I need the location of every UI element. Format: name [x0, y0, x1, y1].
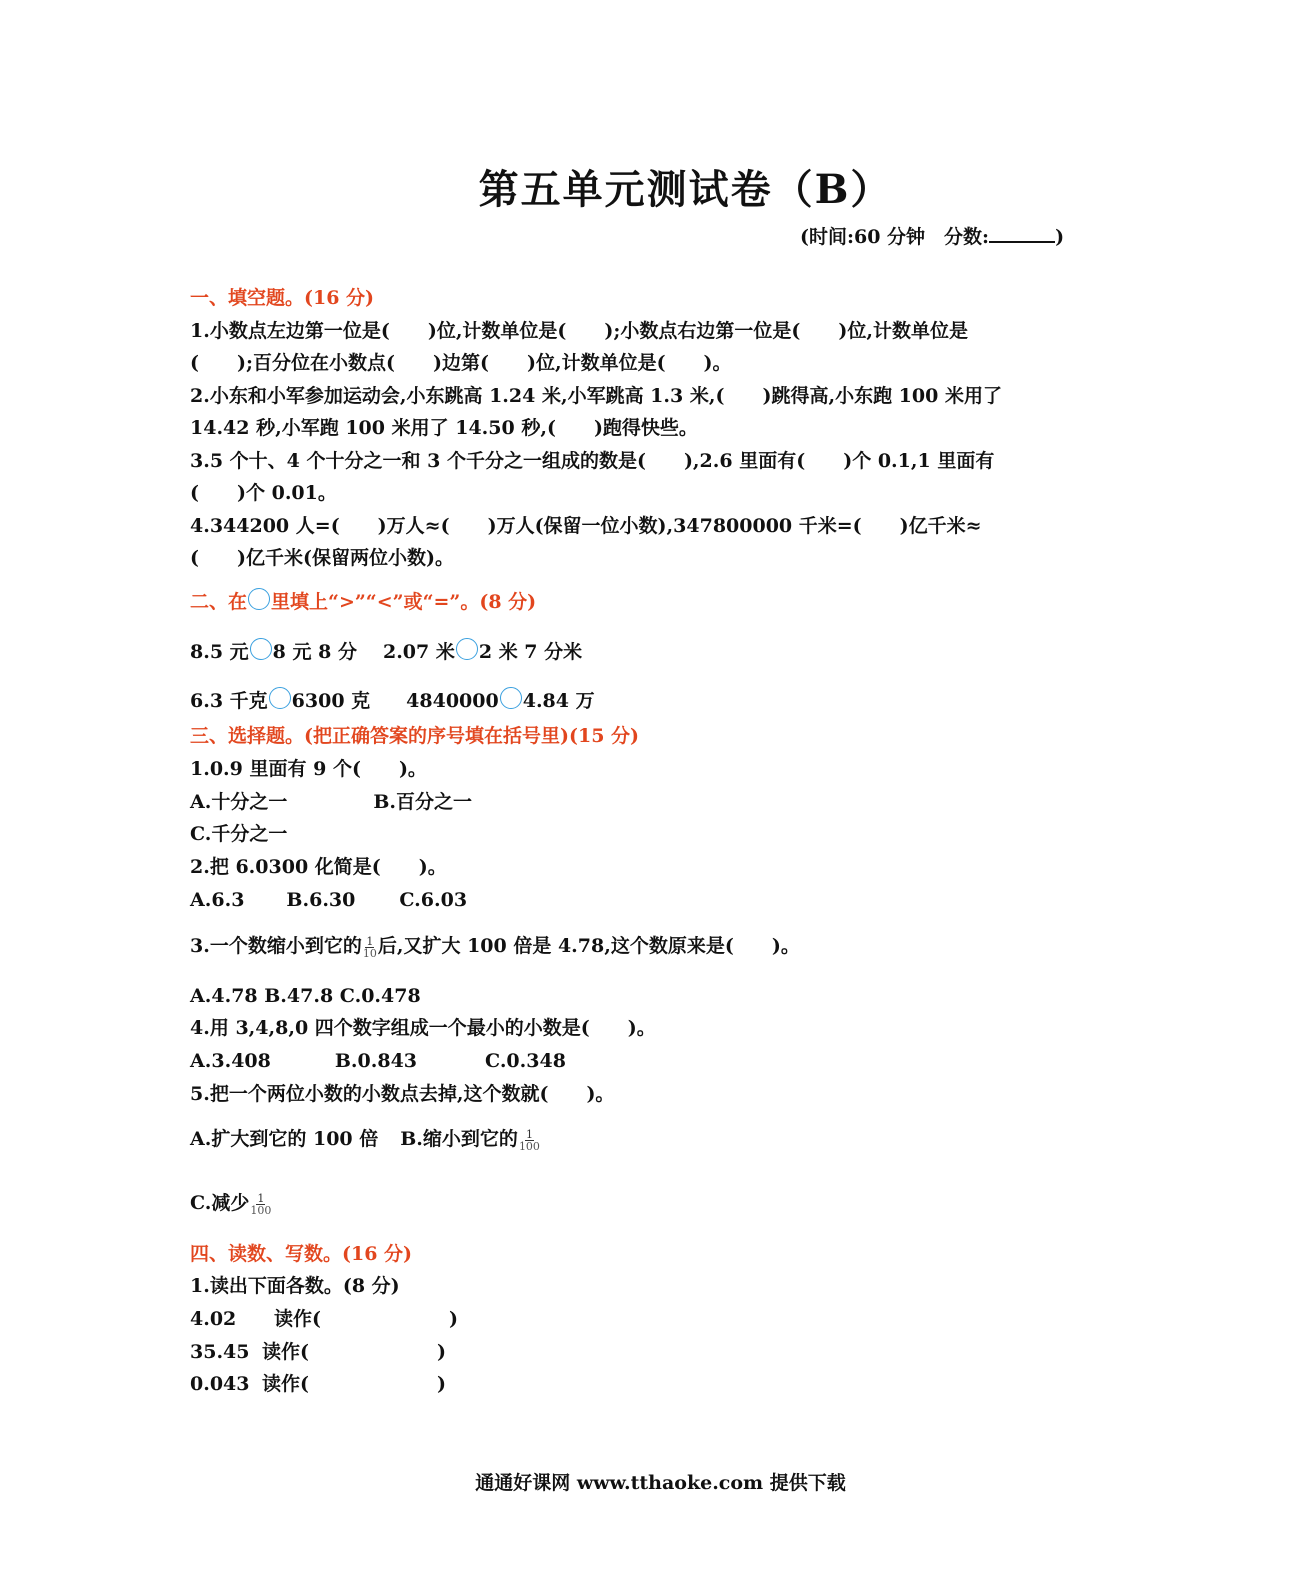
- time-score-text: (时间:60 分钟 分数:: [800, 226, 990, 248]
- option-a: A.扩大到它的 100 倍: [190, 1128, 379, 1150]
- compare-right: 2 米 7 分米: [478, 641, 583, 663]
- s1-line: 1.小数点左边第一位是( )位,计数单位是( );小数点右边第一位是( )位,计数单位是: [190, 320, 969, 342]
- read-label: 读作(: [262, 1341, 309, 1363]
- time-score-close: ): [1055, 226, 1065, 248]
- fraction-numerator: 1: [366, 934, 374, 948]
- section2-heading-a: 二、在: [190, 591, 248, 613]
- q5-options: [190, 1125, 541, 1153]
- compare-circle-icon[interactable]: [250, 638, 272, 660]
- option-b: B.百分之一: [373, 791, 473, 813]
- q1-options: [190, 788, 472, 816]
- question-5: 5.把一个两位小数的小数点去掉,这个数就( )。: [190, 1083, 615, 1105]
- s1-line: ( )个 0.01。: [190, 482, 337, 504]
- question-2: 2.把 6.0300 化简是( )。: [190, 856, 447, 878]
- question-4: 4.用 3,4,8,0 四个数字组成一个最小的小数是( )。: [190, 1017, 656, 1039]
- s1-line: ( );百分位在小数点( )边第( )位,计数单位是( )。: [190, 352, 732, 374]
- fraction-one-tenth: [363, 936, 377, 959]
- compare-left: 6.3 千克: [190, 690, 268, 712]
- s1-line: 14.42 秒,小军跑 100 米用了 14.50 秒,( )跑得快些。: [190, 417, 698, 439]
- compare-row: [190, 687, 595, 715]
- compare-left: 4840000: [406, 690, 499, 712]
- footer-credit: 通通好课网 www.tthaoke.com 提供下载: [475, 1472, 846, 1494]
- compare-row: [190, 638, 582, 666]
- read-number: 35.45: [190, 1341, 250, 1363]
- s1-line: 4.344200 人=( )万人≈( )万人(保留一位小数),347800000 千米=( )亿千米≈: [190, 515, 982, 537]
- read-item: [190, 1338, 446, 1366]
- compare-right: 4.84 万: [522, 690, 595, 712]
- page-title: 第五单元测试卷（B）: [478, 166, 893, 213]
- section4-heading: 四、读数、写数。(16 分): [190, 1243, 413, 1265]
- option-a: A.6.3: [190, 889, 245, 911]
- compare-circle-icon: [248, 588, 270, 610]
- s1-line: 3.5 个十、4 个十分之一和 3 个千分之一组成的数是( ),2.6 里面有( )个 0.1,1 里面有: [190, 450, 995, 472]
- compare-right: 8 元 8 分: [272, 641, 357, 663]
- compare-right: 6300 克: [291, 690, 371, 712]
- time-score-line: [800, 222, 1064, 249]
- read-label: 读作(: [274, 1308, 321, 1330]
- option-c: C.减少: [190, 1192, 250, 1214]
- fraction-denominator: 100: [250, 1203, 272, 1217]
- section3-heading: 三、选择题。(把正确答案的序号填在括号里)(15 分): [190, 725, 640, 747]
- question-3: [190, 932, 800, 960]
- question-3-text-b: 后,又扩大 100 倍是 4.78,这个数原来是( )。: [377, 935, 800, 957]
- score-blank: [989, 223, 1055, 243]
- q4-options: [190, 1047, 566, 1075]
- fraction-denominator: 10: [362, 946, 377, 960]
- section2-heading-b: 里填上“>”“<”或“=”。(8 分): [271, 591, 537, 613]
- option-b: B.缩小到它的: [400, 1128, 518, 1150]
- s1-line: 2.小东和小军参加运动会,小东跳高 1.24 米,小军跳高 1.3 米,( )跳得高,小东跑 100 米用了: [190, 385, 1002, 407]
- read-number: 0.043: [190, 1373, 250, 1395]
- option-c: C.千分之一: [190, 823, 288, 845]
- read-number: 4.02: [190, 1308, 237, 1330]
- option-b: B.6.30: [286, 889, 356, 911]
- compare-left: 2.07 米: [382, 641, 455, 663]
- section4-sub: 1.读出下面各数。(8 分): [190, 1275, 400, 1297]
- s1-line: ( )亿千米(保留两位小数)。: [190, 547, 454, 569]
- read-item: [190, 1370, 446, 1398]
- compare-circle-icon[interactable]: [456, 638, 478, 660]
- read-close: ): [437, 1373, 446, 1395]
- option-c: C.0.348: [485, 1050, 566, 1072]
- section1-heading: 一、填空题。(16 分): [190, 287, 375, 309]
- option-a: A.3.408: [190, 1050, 271, 1072]
- option-a: A.十分之一: [190, 791, 288, 813]
- fraction-numerator: 1: [257, 1191, 265, 1205]
- fraction-numerator: 1: [525, 1127, 533, 1141]
- compare-circle-icon[interactable]: [500, 687, 522, 709]
- fraction-one-hundredth: [250, 1193, 271, 1216]
- q5-option-c: [190, 1189, 272, 1217]
- compare-left: 8.5 元: [190, 641, 249, 663]
- fraction-one-hundredth: [519, 1129, 540, 1152]
- read-close: ): [449, 1308, 458, 1330]
- read-item: [190, 1305, 458, 1333]
- q3-options: A.4.78 B.47.8 C.0.478: [190, 985, 421, 1007]
- read-label: 读作(: [262, 1373, 309, 1395]
- section2-heading: [190, 588, 536, 616]
- option-c: C.6.03: [399, 889, 468, 911]
- fraction-denominator: 100: [518, 1139, 540, 1153]
- option-b: B.0.843: [334, 1050, 418, 1072]
- read-close: ): [437, 1341, 446, 1363]
- compare-circle-icon[interactable]: [269, 687, 291, 709]
- question-3-text-a: 3.一个数缩小到它的: [190, 935, 362, 957]
- question-1: 1.0.9 里面有 9 个( )。: [190, 758, 427, 780]
- q2-options: [190, 886, 467, 914]
